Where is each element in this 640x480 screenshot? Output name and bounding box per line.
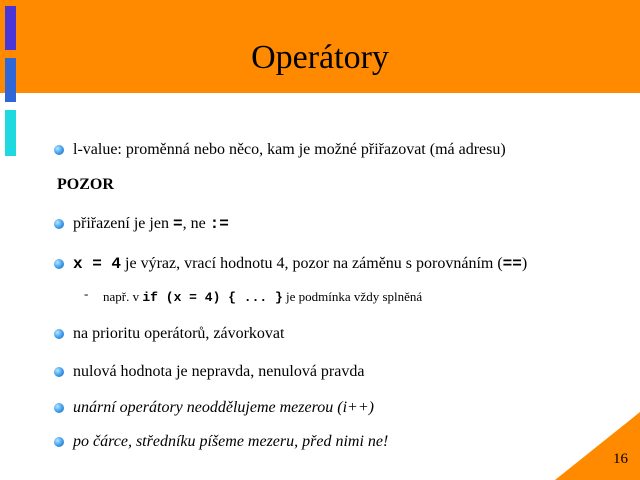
bullet-icon bbox=[54, 437, 64, 447]
dash-bullet: - bbox=[84, 286, 89, 301]
text-part: , ne bbox=[182, 215, 210, 232]
accent-bar-3 bbox=[5, 110, 16, 156]
text-part: je podmínka vždy splněná bbox=[282, 289, 423, 304]
code-if-statement: if (x = 4) { ... } bbox=[142, 290, 283, 305]
bullet-text: nulová hodnota je nepravda, nenulová pravda bbox=[73, 363, 365, 380]
text-part: ) bbox=[521, 255, 528, 272]
code-equals: = bbox=[172, 215, 183, 233]
bullet-icon bbox=[54, 367, 64, 377]
slide-title: Operátory bbox=[251, 39, 389, 76]
bullet-text: na prioritu operátorů, závorkovat bbox=[73, 325, 285, 342]
pozor-heading: POZOR bbox=[57, 176, 114, 193]
code-double-equals: == bbox=[502, 255, 522, 273]
bullet-icon bbox=[54, 219, 64, 229]
bullet-text bbox=[73, 214, 229, 234]
bullet-icon bbox=[54, 329, 64, 339]
bullet-icon bbox=[54, 145, 64, 155]
page-number: 16 bbox=[613, 451, 628, 467]
text-part: např. v bbox=[103, 289, 143, 304]
bullet-icon bbox=[54, 403, 64, 413]
code-colon-equals: := bbox=[209, 215, 229, 233]
code-x-equals-4: x = 4 bbox=[73, 255, 122, 273]
bullet-icon bbox=[54, 259, 64, 269]
bullet-text: l-value: proměnná nebo něco, kam je možné přiřazovat (má adresu) bbox=[73, 141, 506, 158]
text-part: přiřazení je jen bbox=[73, 215, 173, 232]
bullet-text bbox=[73, 254, 527, 274]
corner-triangle bbox=[555, 412, 640, 480]
sub-item-text bbox=[103, 289, 422, 305]
text-part: je výraz, vrací hodnotu 4, pozor na záměnu s porovnáním ( bbox=[121, 255, 503, 272]
bullet-text: po čárce, středníku píšeme mezeru, před nimi ne! bbox=[73, 433, 389, 450]
bullet-text: unární operátory neoddělujeme mezerou (i++) bbox=[73, 399, 374, 416]
